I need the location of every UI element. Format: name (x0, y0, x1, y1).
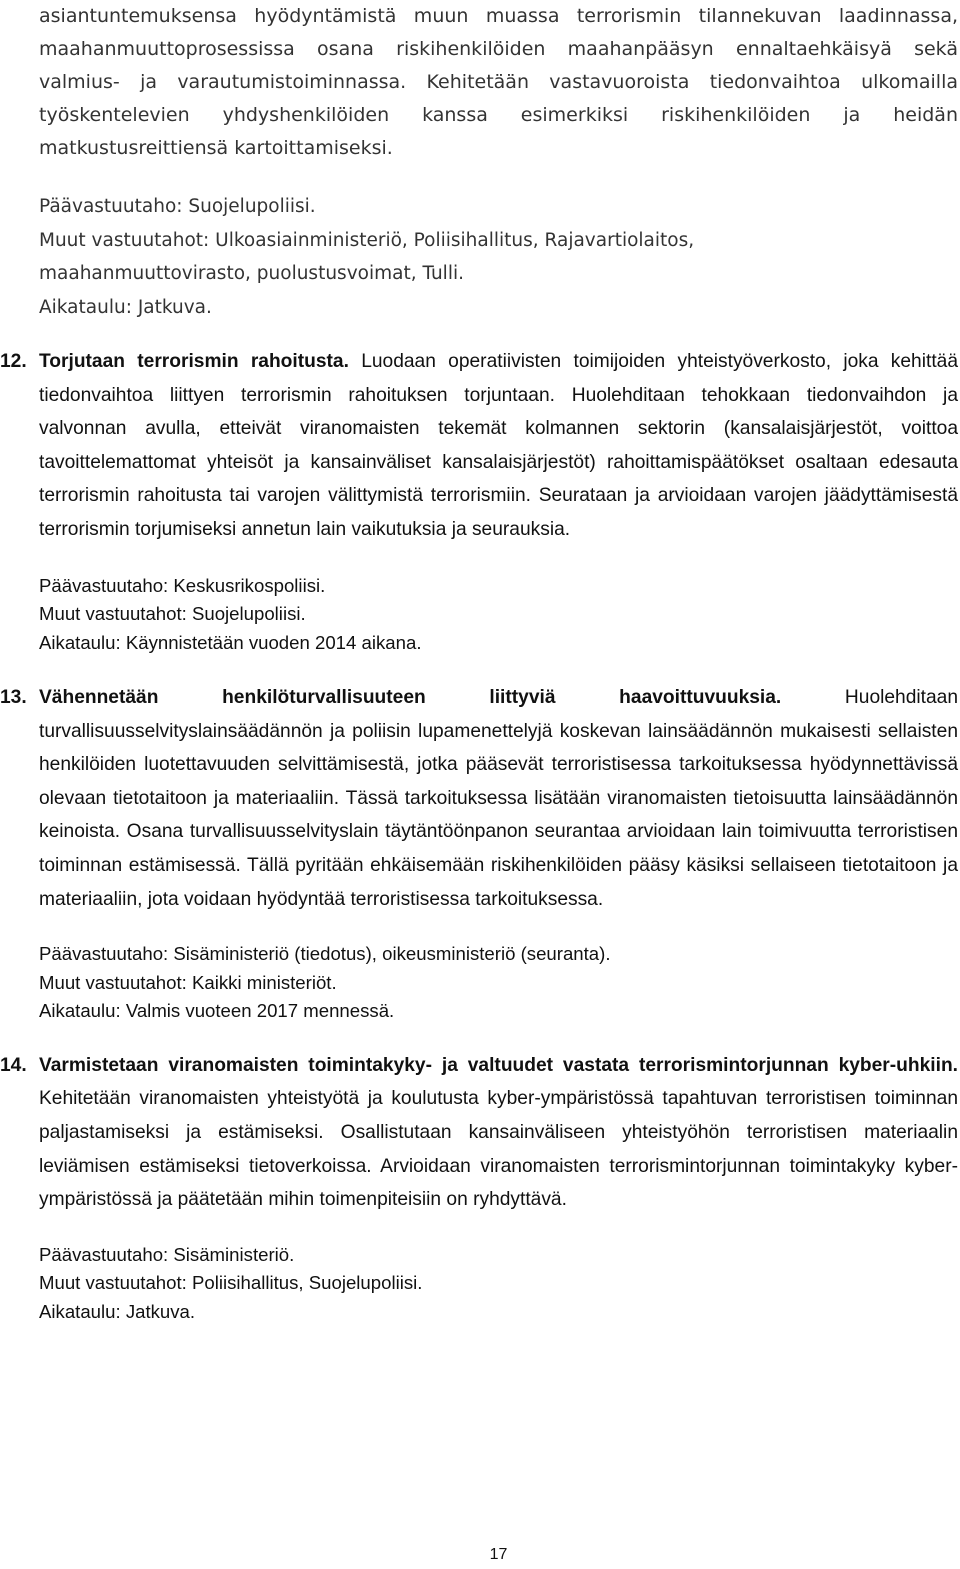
item-body (39, 1049, 958, 1217)
lead-responsible: Päävastuutaho: Sisäministeriö. (39, 1243, 295, 1265)
item-number: 14. (0, 1054, 27, 1076)
item-title: Varmistetaan viranomaisten toimintakyky- ja valtuudet vastata terrorismintorjunnan kyber-uhkiin. (39, 1054, 958, 1076)
item-14-responsibilities (39, 1241, 958, 1327)
item-text: Huolehditaan turvallisuusselvityslainsäädännön ja poliisin lupamenettelyjä koskevan lainsäädännön mukaisesti sellaisten henkilöiden luotettavuuden selvittämisestä, jotka pääsevät terroristisessa tarkoituksessa hyödynnettävissä olevaan tietotaitoon ja materiaaliin. Tässä tarkoituksessa lisätään viranomaisten tietoisuutta lainsäädännön keinoista. Osana turvallisuusselvityslain täytäntöönpanon seurantaa arvioidaan lain toimivuutta terroristisen toiminnan estämisessä. Tällä pyritään ehkäisemään riskihenkilöiden pääsy käsiksi sellaiseen tietotaitoon ja materiaaliin, jota voidaan hyödyntää terroristisessa tarkoituksessa. (39, 687, 958, 910)
item-number: 13. (0, 687, 27, 709)
other-responsibles: Muut vastuutahot: Kaikki ministeriöt. (39, 971, 337, 993)
measure-item-13 (0, 681, 958, 916)
lead-responsible: Päävastuutaho: Keskusrikospoliisi. (39, 574, 326, 596)
item-body (39, 681, 958, 916)
item-text: Kehitetään viranomaisten yhteistyötä ja koulutusta kyber-ympäristössä tapahtuvan terroristisen toiminnan paljastamiseksi ja estämiseksi. Osallistutaan kansainväliseen yhteistyöhön terroristisen materiaalin leviämisen estämiseksi tietoverkoissa. Arvioidaan viranomaisten terrorismintorjunnan toimintakyky kyber-ympäristössä ja päätetään mihin toimenpiteisiin on ryhdyttävä. (39, 1088, 958, 1211)
schedule: Aikataulu: Valmis vuoteen 2017 mennessä. (39, 1000, 395, 1022)
other-responsibles-continued: maahanmuuttovirasto, puolustusvoimat, Tulli. (39, 263, 464, 284)
other-responsibles: Muut vastuutahot: Ulkoasiainministeriö, Poliisihallitus, Rajavartiolaitos, (39, 229, 695, 251)
lead-responsible: Päävastuutaho: Suojelupoliisi. (39, 196, 316, 217)
item-title: Torjutaan terrorismin rahoitusta. (39, 351, 349, 372)
schedule: Aikataulu: Jatkuva. (39, 1300, 196, 1322)
measure-item-14 (0, 1049, 958, 1217)
measure-item-12 (0, 345, 958, 547)
schedule: Aikataulu: Jatkuva. (39, 296, 212, 318)
other-responsibles: Muut vastuutahot: Suojelupoliisi. (39, 603, 306, 625)
item-body (39, 345, 958, 547)
lead-responsible: Päävastuutaho: Sisäministeriö (tiedotus), oikeusministeriö (seuranta). (39, 943, 611, 965)
item-text: Luodaan operatiivisten toimijoiden yhteistyöverkosto, joka kehittää tiedonvaihtoa liittyen terrorismin rahoituksen torjuntaan. Huolehditaan tehokkaan tiedonvaihdon ja valvonnan avulla, etteivät viranomaisten tekemät kolmannen sektorin (kansalaisjärjestöt, voittoa tavoittelemattomat yhteisöt ja kansainväliset kansalaisjärjestöt) rahoittamispäätökset osaltaan edesauta terrorismin rahoitusta tai varojen välittymistä terrorismiin. Seurataan ja arvioidaan varojen jäädyttämisestä terrorismin torjumiseksi annetun lain vaikutuksia ja seurauksia. (39, 351, 958, 540)
item-12-responsibilities (39, 572, 958, 658)
intro-responsibilities (39, 190, 958, 324)
page-number: 17 (489, 1546, 508, 1563)
other-responsibles: Muut vastuutahot: Poliisihallitus, Suojelupoliisi. (39, 1272, 423, 1294)
item-13-responsibilities (39, 940, 958, 1026)
schedule: Aikataulu: Käynnistetään vuoden 2014 aikana. (39, 631, 422, 653)
item-title: Vähennetään henkilöturvallisuuteen liittyviä haavoittuvuuksia. (39, 687, 782, 709)
item-number: 12. (0, 351, 27, 372)
intro-paragraph: asiantuntemuksensa hyödyntämistä muun muassa terrorismin tilannekuvan laadinnassa, maahanmuuttoprosessissa osana riskihenkilöiden maahanpääsyn ennaltaehkäisyä sekä valmius- ja varautumistoiminnassa. Kehitetään vastavuoroista tiedonvaihtoa ulkomailla työskentelevien yhdyshenkilöiden kanssa esimerkiksi riskihenkilöiden ja heidän matkustusreittiensä kartoittamiseksi. (39, 5, 958, 159)
